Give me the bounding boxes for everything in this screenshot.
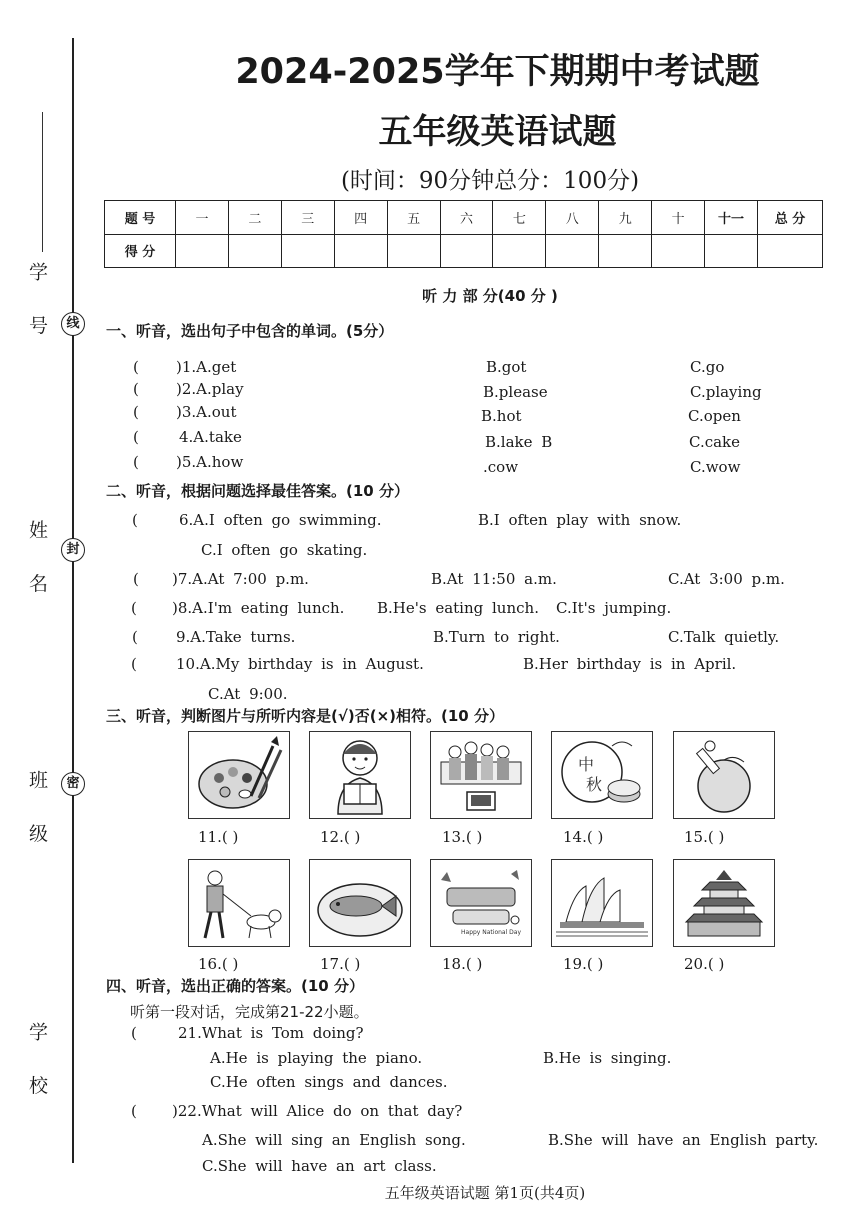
answer-paren[interactable]: (	[132, 628, 138, 646]
svg-text:中: 中	[578, 755, 595, 774]
q22-option-a: A.She will sing an English song.	[202, 1131, 466, 1149]
score-cell[interactable]	[652, 234, 705, 268]
side-label-class: 班 级	[26, 770, 48, 857]
score-cell[interactable]	[440, 234, 493, 268]
time-info: (时间：90分钟总分：100分)	[340, 168, 640, 194]
score-cell[interactable]	[599, 234, 652, 268]
opera-house-icon	[551, 859, 653, 947]
q7-option-b: B.At 11:50 a.m.	[431, 570, 557, 588]
picture-label[interactable]: 18.( )	[442, 955, 483, 973]
picture-label[interactable]: 15.( )	[684, 828, 725, 846]
answer-paren[interactable]: (	[131, 599, 137, 617]
q1-option-b: B.got	[486, 358, 527, 376]
score-header-cell: 总 分	[758, 201, 823, 235]
q1-option-a: )1.A.get	[176, 358, 237, 376]
q3-option-b: B.hot	[481, 407, 522, 425]
temple-of-heaven-icon	[673, 859, 775, 947]
q4-option-c: C.cake	[689, 433, 741, 451]
q6-option-c: C.I often go skating.	[201, 541, 368, 559]
section3-title: 三、听音，判断图片与所听内容是(√)否(×)相符。(10 分）	[106, 707, 504, 725]
answer-paren[interactable]: (	[132, 511, 138, 529]
svg-text:Happy National Day: Happy National Day	[461, 929, 522, 936]
answer-paren[interactable]: (	[133, 358, 139, 376]
side-label-student-id: 学 号	[26, 262, 48, 349]
score-cell[interactable]	[546, 234, 599, 268]
score-header-cell: 十	[652, 201, 705, 235]
fish-plate-icon	[309, 859, 411, 947]
ping-pong-icon	[673, 731, 775, 819]
q21-question: 21.What is Tom doing?	[178, 1024, 364, 1042]
q4-option-b: B.lake B	[485, 433, 553, 451]
binding-mark-feng: 封	[61, 538, 85, 562]
q2-option-b: B.please	[483, 383, 548, 401]
q3-option-c: C.open	[688, 407, 741, 425]
listening-header: 听 力 部 分(40 分 )	[422, 287, 558, 305]
score-header-cell: 题 号	[105, 201, 176, 235]
q7-option-c: C.At 3:00 p.m.	[668, 570, 785, 588]
q7-option-a: )7.A.At 7:00 p.m.	[172, 570, 309, 588]
score-cell[interactable]	[387, 234, 440, 268]
score-cell[interactable]	[228, 234, 281, 268]
score-header-cell: 九	[599, 201, 652, 235]
picture-label[interactable]: 11.( )	[198, 828, 239, 846]
q10-option-c: C.At 9:00.	[208, 685, 288, 703]
q3-option-a: )3.A.out	[176, 403, 237, 421]
family-tv-icon	[430, 731, 532, 819]
answer-paren[interactable]: (	[131, 1024, 137, 1042]
answer-paren[interactable]: (	[133, 403, 139, 421]
answer-paren[interactable]: (	[133, 380, 139, 398]
q6-option-b: B.I often play with snow.	[478, 511, 682, 529]
exam-title: 2024-2025学年下期期中考试题	[235, 52, 760, 92]
section4-title: 四、听音，选出正确的答案。(10 分）	[106, 977, 364, 995]
side-label-name: 姓 名	[26, 520, 48, 607]
q10-option-b: B.Her birthday is in April.	[523, 655, 737, 673]
score-header-cell: 二	[228, 201, 281, 235]
q9-option-a: 9.A.Take turns.	[176, 628, 296, 646]
score-header-cell: 七	[493, 201, 546, 235]
boy-reading-icon	[309, 731, 411, 819]
binding-line	[72, 38, 74, 1163]
section2-title: 二、听音，根据问题选择最佳答案。(10 分）	[106, 482, 409, 500]
q9-option-b: B.Turn to right.	[433, 628, 560, 646]
q8-option-b: B.He's eating lunch.	[377, 599, 539, 617]
score-header-cell: 一	[176, 201, 229, 235]
q2-option-a: )2.A.play	[176, 380, 244, 398]
score-cell[interactable]	[334, 234, 387, 268]
q2-option-c: C.playing	[690, 383, 762, 401]
picture-label[interactable]: 19.( )	[563, 955, 604, 973]
q1-option-c: C.go	[690, 358, 725, 376]
palette-icon	[188, 731, 290, 819]
side-label-school: 学 校	[26, 1022, 48, 1109]
q22-option-c: C.She will have an art class.	[202, 1157, 437, 1175]
score-cell[interactable]	[705, 234, 758, 268]
section1-title: 一、听音，选出句子中包含的单词。(5分）	[106, 322, 394, 340]
q4-option-a: 4.A.take	[179, 428, 242, 446]
q6-option-a: 6.A.I often go swimming.	[179, 511, 382, 529]
dog-walk-icon	[188, 859, 290, 947]
score-row-label: 得 分	[105, 234, 176, 268]
section4-intro: 听第一段对话，完成第21-22小题。	[130, 1003, 369, 1021]
picture-label[interactable]: 16.( )	[198, 955, 239, 973]
q21-option-c: C.He often sings and dances.	[210, 1073, 448, 1091]
q5-option-b: .cow	[483, 458, 519, 476]
picture-label[interactable]: 12.( )	[320, 828, 361, 846]
q21-option-a: A.He is playing the piano.	[210, 1049, 423, 1067]
q5-option-c: C.wow	[690, 458, 741, 476]
score-table-header-row	[105, 201, 823, 235]
picture-label[interactable]: 17.( )	[320, 955, 361, 973]
score-table	[104, 200, 823, 268]
score-cell[interactable]	[758, 234, 823, 268]
q10-option-a: 10.A.My birthday is in August.	[176, 655, 424, 673]
answer-paren[interactable]: (	[133, 428, 139, 446]
score-table-score-row	[105, 234, 823, 268]
score-header-cell: 十一	[705, 201, 758, 235]
picture-label[interactable]: 14.( )	[563, 828, 604, 846]
answer-paren[interactable]: (	[131, 655, 137, 673]
answer-paren[interactable]: (	[131, 1102, 137, 1120]
exam-subtitle: 五年级英语试题	[378, 112, 617, 152]
page-footer: 五年级英语试题 第1页(共4页)	[384, 1184, 586, 1202]
score-header-cell: 四	[334, 201, 387, 235]
q22-question: )22.What will Alice do on that day?	[172, 1102, 463, 1120]
binding-mark-mi: 密	[61, 772, 85, 796]
q5-option-a: )5.A.how	[176, 453, 244, 471]
answer-paren[interactable]: (	[133, 453, 139, 471]
q9-option-c: C.Talk quietly.	[668, 628, 780, 646]
svg-text:秋: 秋	[586, 775, 603, 794]
score-header-cell: 六	[440, 201, 493, 235]
national-day-icon	[430, 859, 532, 947]
q8-option-a: )8.A.I'm eating lunch.	[172, 599, 345, 617]
picture-label[interactable]: 20.( )	[684, 955, 725, 973]
score-cell[interactable]	[281, 234, 334, 268]
score-header-cell: 八	[546, 201, 599, 235]
q21-option-b: B.He is singing.	[543, 1049, 672, 1067]
binding-mark-xian: 线	[61, 312, 85, 336]
score-header-cell: 五	[387, 201, 440, 235]
answer-paren[interactable]: (	[133, 570, 139, 588]
score-cell[interactable]	[493, 234, 546, 268]
picture-label[interactable]: 13.( )	[442, 828, 483, 846]
q8-option-c: C.It's jumping.	[556, 599, 672, 617]
mid-autumn-icon	[551, 731, 653, 819]
q22-option-b: B.She will have an English party.	[548, 1131, 819, 1149]
score-header-cell: 三	[281, 201, 334, 235]
score-cell[interactable]	[176, 234, 229, 268]
